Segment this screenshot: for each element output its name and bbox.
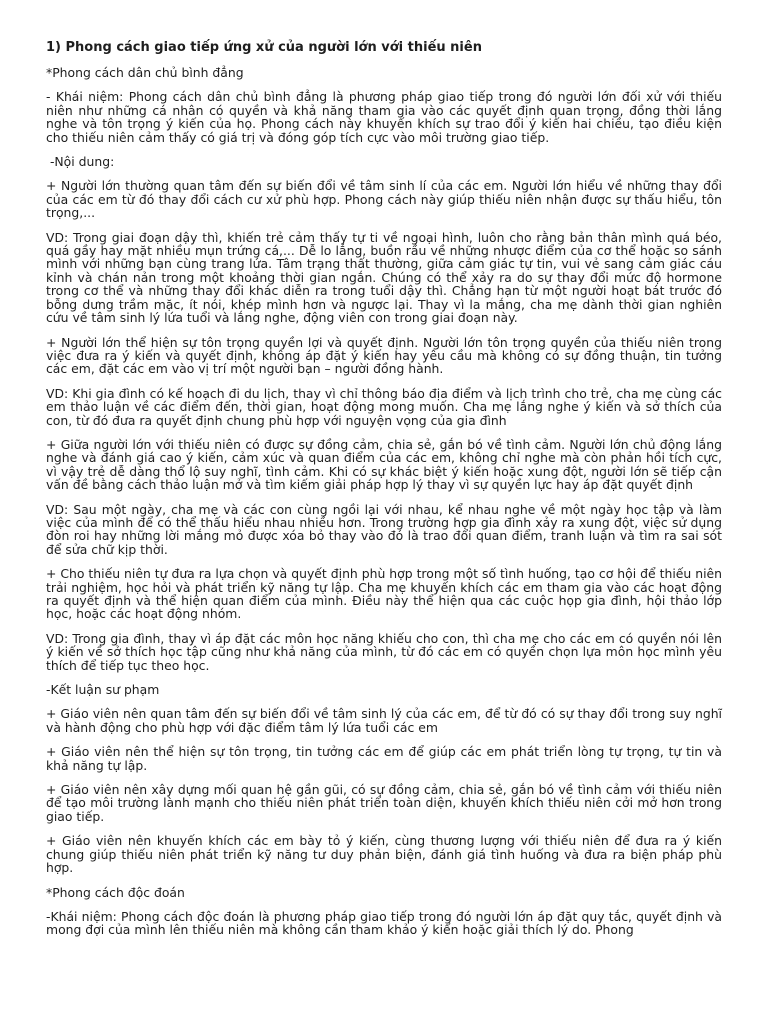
paragraph-point-2: + Người lớn thể hiện sự tôn trọng quyền lợi và quyết định. Người lớn tôn trọng quyền của thiếu niên trong việc đưa ra ý kiến và quyết định, không áp đặt ý kiến hay yêu cầu mà không có sự đồng thuận, tin tưởng các em, đặt các em vào vị trí một người bạn – người đồng hành. (46, 334, 722, 377)
paragraph-authoritarian-concept: -Khái niệm: Phong cách độc đoán là phương pháp giao tiếp trong đó người lớn áp đặt quy tắc, quyết định và mong đợi của mình lên thiếu niên mà không cần tham khảo ý kiến hoặc giải thích lý do. Phong (46, 908, 722, 938)
paragraph-point-3: + Giữa người lớn với thiếu niên có được sự đồng cảm, chia sẻ, gắn bó về tình cảm. Người lớn chủ động lắng nghe và đánh giá cao ý kiến, cảm xúc và quan điểm của các em, không chỉ nghe mà còn phản hồi tích cực, vì vậy trẻ dễ dàng thổ lộ suy nghĩ, tình cảm. Khi có sự khác biệt ý kiến hoặc xung đột, người lớn sẽ tiếp cận vấn đề bằng cách thảo luận mở và tìm kiếm giải pháp hợp lý thay vì sự quyền lực hay áp đặt quyết định (46, 436, 722, 493)
section-heading-authoritarian-style: *Phong cách độc đoán (46, 884, 185, 900)
paragraph-example-1: VD: Trong giai đoạn dậy thì, khiến trẻ cảm thấy tự ti về ngoại hình, luôn cho rằng bản thân mình quá béo, quá gầy hay mặt nhiều mụn trứng cá,... Dễ lo lắng, buồn rầu về những nhược điểm của cơ thể hoặc so sánh mình với những bạn cùng trang lứa. Tâm trạng thất thường, giữa cảm giác tự tin, vui vẻ sang cảm giác cáu kỉnh và chán nản trong một khoảng thời gian ngắn. Chúng có thể xảy ra do sự thay đổi mức độ hormone trong cơ thể và những thay đổi khác diễn ra trong tuổi dậy thì. Chẳng hạn từ một người hoạt bát trước đó bỗng dưng trầm mặc, ít nói, khép mình hơn và ngược lại. Thay vì la mắng, cha mẹ dành thời gian nghiên cứu về tâm sinh lý lứa tuổi và lắng nghe, động viên con trong giai đoạn này. (46, 229, 722, 326)
paragraph-point-4: + Cho thiếu niên tự đưa ra lựa chọn và quyết định phù hợp trong một số tình huống, tạo cơ hội để thiếu niên trải nghiệm, học hỏi và phát triển kỹ năng tự lập. Cha mẹ khuyến khích các em tham gia vào các hoạt động ra quyết định và thể hiện quan điểm của mình. Điều này thể hiện qua các cuộc họp gia đình, hội thảo lớp học, hoặc các hoạt động nhóm. (46, 566, 722, 622)
paragraph-example-4: VD: Trong gia đình, thay vì áp đặt các môn học năng khiếu cho con, thì cha mẹ cho các em có quyền nói lên ý kiến về sở thích học tập cũng như khả năng của mình, từ đó các em có quyền chọn lựa môn học mình yêu thích để tiếp tục theo học. (46, 630, 722, 673)
section-label-content: -Nội dung: (46, 154, 115, 170)
paragraph-conclusion-1: + Giáo viên nên quan tâm đến sự biến đổi về tâm sinh lý của các em, để từ đó có sự thay đổi trong suy nghĩ và hành động cho phù hợp với đặc điểm tâm lý lứa tuổi các em (46, 706, 722, 735)
paragraph-point-1: + Người lớn thường quan tâm đến sự biến đổi về tâm sinh lí của các em. Người lớn hiểu về những thay đổi của các em từ đó thay đổi cách cư xử phù hợp. Phong cách này giúp thiếu niên nhận được sự thấu hiểu, tôn trọng,... (46, 178, 722, 221)
paragraph-example-3: VD: Sau một ngày, cha mẹ và các con cùng ngồi lại với nhau, kể nhau nghe về một ngày học tập và làm việc của mình để có thể thấu hiểu nhau nhiều hơn. Trong trường hợp gia đình xảy ra xung đột, việc sử dụng đòn roi hay những lời mắng mỏ được xóa bỏ thay vào đó là trao đổi quan điểm, tranh luận và tìm ra sai sót để sửa chữ kịp thời. (46, 501, 722, 557)
section-heading-democratic-style: *Phong cách dân chủ bình đẳng (46, 65, 244, 80)
document-title: 1) Phong cách giao tiếp ứng xử của người lớn với thiếu niên (46, 40, 482, 55)
paragraph-conclusion-4: + Giáo viên nên khuyến khích các em bày tỏ ý kiến, cùng thương lượng với thiếu niên để đưa ra ý kiến chung giúp thiếu niên phát triển kỹ năng tư duy phản biện, đánh giá tình huống và đưa ra biện pháp phù hợp. (46, 833, 722, 876)
paragraph-conclusion-2: + Giáo viên nên thể hiện sự tôn trọng, tin tưởng các em để giúp các em phát triển lòng tự trọng, tự tin và khả năng tự lập. (46, 744, 722, 773)
paragraph-example-2: VD: Khi gia đình có kế hoạch đi du lịch, thay vì chỉ thông báo địa điểm và lịch trình cho trẻ, cha mẹ cùng các em thảo luận về các điểm đến, thời gian, hoạt động mong muốn. Cha mẹ lắng nghe ý kiến và sở thích của con, từ đó đưa ra quyết định chung phù hợp với nguyện vọng của gia đình (46, 385, 722, 428)
section-label-conclusion: -Kết luận sư phạm (46, 682, 160, 698)
paragraph-concept: - Khái niệm: Phong cách dân chủ bình đẳng là phương pháp giao tiếp trong đó người lớn đối xử với thiếu niên như những cá nhân có quyền và khả năng tham gia vào các quyết định quan trọng, đồng thời lắng nghe và tôn trọng ý kiến của họ. Phong cách này khuyến khích sự trao đổi ý kiến hai chiều, tạo điều kiện cho thiếu niên cảm thấy có giá trị và đóng góp tích cực vào môi trường giao tiếp. (46, 89, 722, 145)
paragraph-conclusion-3: + Giáo viên nên xây dựng mối quan hệ gần gũi, có sự đồng cảm, chia sẻ, gắn bó về tình cảm với thiếu niên để tạo môi trường lành mạnh cho thiếu niên phát triển toàn diện, khuyến khích thiếu niên cởi mở hơn trong giao tiếp. (46, 782, 722, 824)
